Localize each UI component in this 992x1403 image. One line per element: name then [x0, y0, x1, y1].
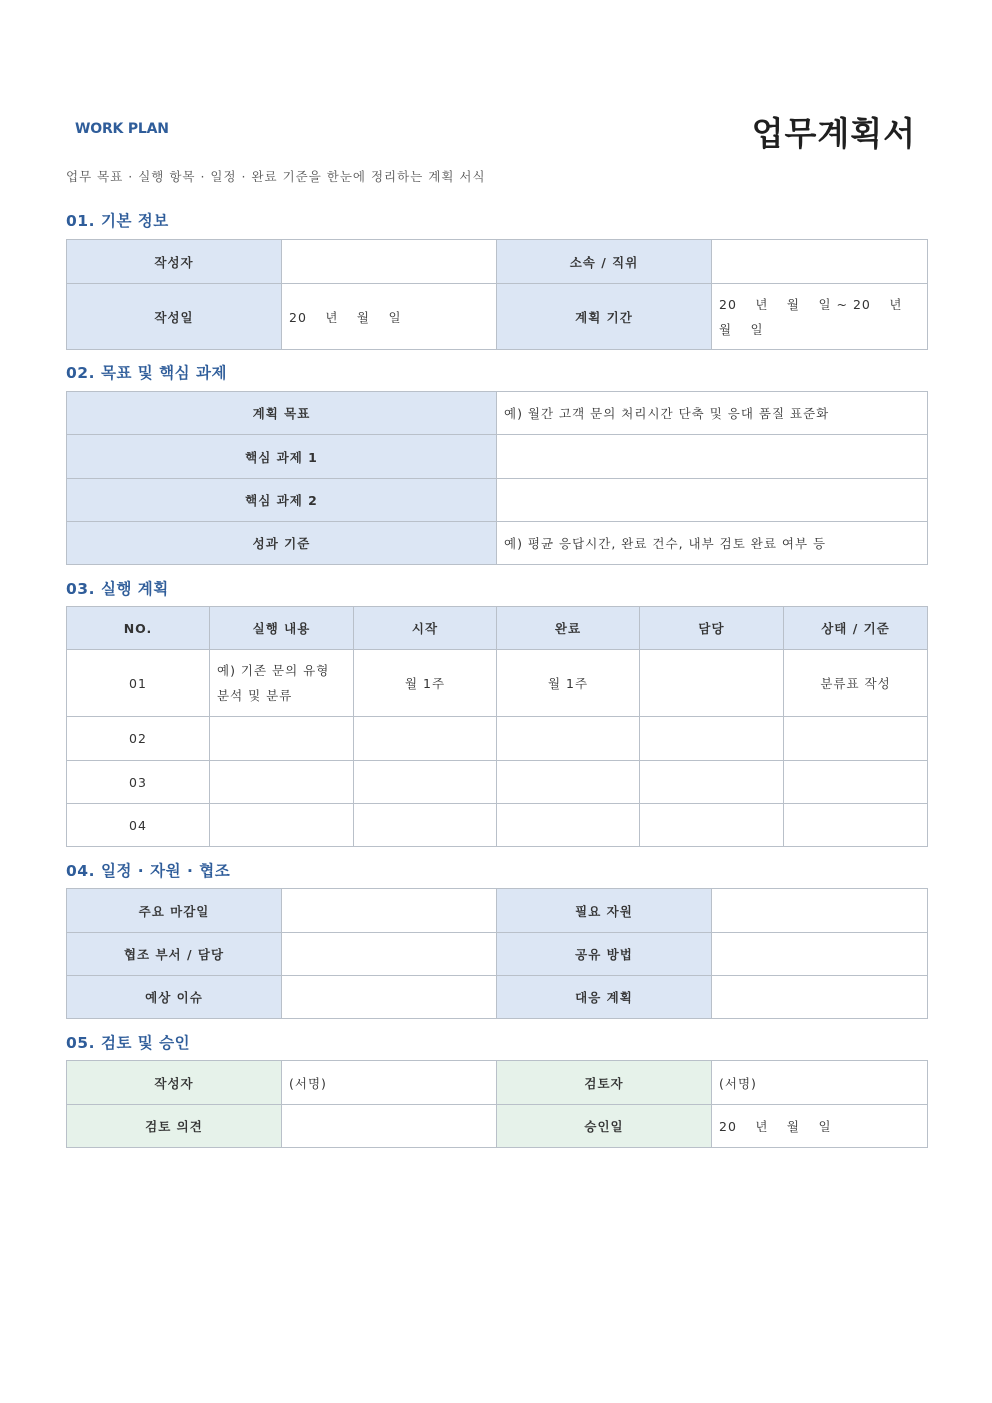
cooperating-dept-field[interactable]	[282, 933, 497, 976]
table-row	[67, 933, 928, 976]
task-status-field[interactable]: 분류표 작성	[784, 650, 928, 717]
task-content-field[interactable]	[210, 717, 354, 761]
table-row	[67, 889, 928, 933]
schedule-resources-table	[66, 888, 928, 1019]
task-status-field[interactable]	[784, 761, 928, 804]
section-number: 05.	[66, 1034, 95, 1052]
task-owner-field[interactable]	[640, 650, 784, 717]
approval-table	[66, 1060, 928, 1148]
row-number: 04	[67, 804, 210, 847]
table-row	[67, 479, 928, 522]
expected-issues-field[interactable]	[282, 976, 497, 1019]
section-title-text: 일정 · 자원 · 협조	[100, 862, 231, 880]
column-header-owner: 담당	[640, 607, 784, 650]
plan-goal-field[interactable]: 예) 월간 고객 문의 처리시간 단축 및 응대 품질 표준화	[497, 392, 928, 435]
table-header-row	[67, 607, 928, 650]
section-goals-title	[66, 361, 227, 383]
plan-goal-label: 계획 목표	[67, 392, 497, 435]
key-task-2-field[interactable]	[497, 479, 928, 522]
key-task-2-label: 핵심 과제 2	[67, 479, 497, 522]
task-owner-field[interactable]	[640, 761, 784, 804]
author-field[interactable]	[282, 240, 497, 284]
task-end-field[interactable]	[497, 717, 640, 761]
task-start-field[interactable]	[354, 804, 497, 847]
section-execution-title	[66, 577, 169, 599]
task-content-field[interactable]	[210, 761, 354, 804]
approval-date-label: 승인일	[497, 1105, 712, 1148]
task-start-field[interactable]: 월 1주	[354, 650, 497, 717]
task-content-field[interactable]	[210, 804, 354, 847]
section-number: 04.	[66, 862, 95, 880]
basic-info-table	[66, 239, 928, 350]
document-subtitle: 업무 목표 · 실행 항목 · 일정 · 완료 기준을 한눈에 정리하는 계획 서식	[66, 169, 486, 184]
section-title-text: 기본 정보	[100, 212, 169, 230]
table-row	[67, 761, 928, 804]
section-number: 01.	[66, 212, 95, 230]
table-row	[67, 717, 928, 761]
task-start-field[interactable]	[354, 717, 497, 761]
column-header-start: 시작	[354, 607, 497, 650]
dept-position-label: 소속 / 직위	[497, 240, 712, 284]
dept-position-field[interactable]	[712, 240, 928, 284]
table-row	[67, 804, 928, 847]
task-end-field[interactable]	[497, 804, 640, 847]
column-header-end: 완료	[497, 607, 640, 650]
response-plan-field[interactable]	[712, 976, 928, 1019]
task-status-field[interactable]	[784, 717, 928, 761]
expected-issues-label: 예상 이슈	[67, 976, 282, 1019]
performance-criteria-field[interactable]: 예) 평균 응답시간, 완료 건수, 내부 검토 완료 여부 등	[497, 522, 928, 565]
required-resources-label: 필요 자원	[497, 889, 712, 933]
plan-period-label: 계획 기간	[497, 284, 712, 350]
section-title-text: 목표 및 핵심 과제	[100, 364, 227, 382]
response-plan-label: 대응 계획	[497, 976, 712, 1019]
author-label: 작성자	[67, 240, 282, 284]
column-header-status: 상태 / 기준	[784, 607, 928, 650]
reviewer-signature-field[interactable]: (서명)	[712, 1061, 928, 1105]
section-title-text: 실행 계획	[100, 580, 169, 598]
performance-criteria-label: 성과 기준	[67, 522, 497, 565]
table-row	[67, 976, 928, 1019]
table-row	[67, 650, 928, 717]
written-date-field[interactable]: 20 년 월 일	[282, 284, 497, 350]
column-header-no: NO.	[67, 607, 210, 650]
table-row	[67, 435, 928, 479]
table-row	[67, 284, 928, 350]
table-row	[67, 392, 928, 435]
brand-label: WORK PLAN	[75, 121, 169, 137]
cooperating-dept-label: 협조 부서 / 담당	[67, 933, 282, 976]
section-number: 02.	[66, 364, 95, 382]
key-task-1-field[interactable]	[497, 435, 928, 479]
task-owner-field[interactable]	[640, 804, 784, 847]
table-row	[67, 1061, 928, 1105]
task-start-field[interactable]	[354, 761, 497, 804]
table-row	[67, 1105, 928, 1148]
task-status-field[interactable]	[784, 804, 928, 847]
reviewer-label: 검토자	[497, 1061, 712, 1105]
row-number: 01	[67, 650, 210, 717]
main-deadline-field[interactable]	[282, 889, 497, 933]
review-comment-field[interactable]	[282, 1105, 497, 1148]
row-number: 03	[67, 761, 210, 804]
goals-table	[66, 391, 928, 565]
required-resources-field[interactable]	[712, 889, 928, 933]
section-number: 03.	[66, 580, 95, 598]
key-task-1-label: 핵심 과제 1	[67, 435, 497, 479]
approval-author-label: 작성자	[67, 1061, 282, 1105]
plan-period-field[interactable]: 20 년 월 일 ~ 20 년 월 일	[712, 284, 928, 350]
written-date-label: 작성일	[67, 284, 282, 350]
table-row	[67, 240, 928, 284]
author-signature-field[interactable]: (서명)	[282, 1061, 497, 1105]
row-number: 02	[67, 717, 210, 761]
document-title: 업무계획서	[751, 114, 916, 153]
section-basic-info-title	[66, 209, 169, 231]
main-deadline-label: 주요 마감일	[67, 889, 282, 933]
section-schedule-title	[66, 859, 230, 881]
column-header-content: 실행 내용	[210, 607, 354, 650]
task-end-field[interactable]	[497, 761, 640, 804]
task-end-field[interactable]: 월 1주	[497, 650, 640, 717]
approval-date-field[interactable]: 20 년 월 일	[712, 1105, 928, 1148]
task-content-field[interactable]: 예) 기존 문의 유형 분석 및 분류	[210, 650, 354, 717]
section-title-text: 검토 및 승인	[100, 1034, 191, 1052]
section-approval-title	[66, 1031, 190, 1053]
sharing-method-field[interactable]	[712, 933, 928, 976]
table-row	[67, 522, 928, 565]
execution-plan-table	[66, 606, 928, 847]
sharing-method-label: 공유 방법	[497, 933, 712, 976]
review-comment-label: 검토 의견	[67, 1105, 282, 1148]
task-owner-field[interactable]	[640, 717, 784, 761]
